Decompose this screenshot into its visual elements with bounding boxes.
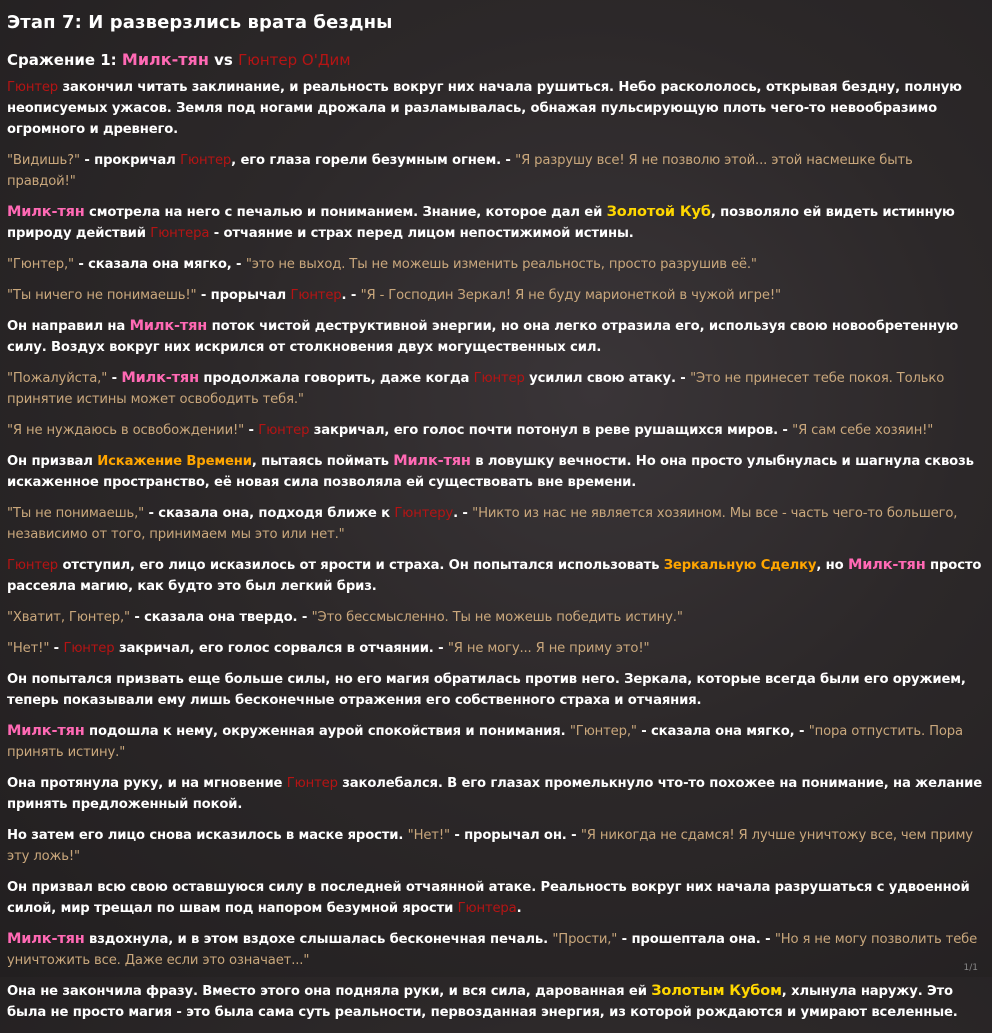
guenter-name: Гюнтера: [150, 226, 210, 241]
text-segment: , позволяло ей видеть истинную природу действий: [7, 205, 955, 241]
text-segment: - сказала она мягко, -: [636, 724, 809, 739]
story-paragraph: [7, 451, 985, 493]
battle-heading: [7, 50, 985, 69]
guenter-name: Гюнтеру: [394, 506, 454, 521]
story-paragraph: [7, 638, 985, 659]
page-title: Этап 7: И разверзлись врата бездны: [7, 12, 393, 33]
text-segment: в ловушку вечности. Но она просто улыбнулась и шагнула сквозь искаженное пространство, её новая сила позволяла ей существовать вне времени.: [7, 454, 974, 490]
quote-segment: "Нет!": [7, 641, 50, 656]
milk-name: Милк-тян: [121, 370, 199, 386]
text-segment: Она протянула руку, и на мгновение: [7, 776, 287, 791]
quote-segment: "пора отпустить. Пора принять истину.": [7, 724, 963, 760]
text-segment: просто рассеяла магию, как будто это был легкий бриз.: [7, 558, 982, 594]
text-segment: Но затем его лицо снова исказилось в маске ярости.: [7, 828, 408, 843]
text-segment: вздохнула, и в этом вздохе слышалась бесконечная печаль.: [84, 932, 553, 947]
guenter-name: Гюнтер: [180, 153, 232, 168]
story-content: [7, 12, 985, 1033]
story-paragraph: [7, 202, 985, 244]
story-paragraph: [7, 825, 985, 867]
text-segment: закричал, его голос почти потонул в реве рушащихся миров. -: [309, 423, 793, 438]
text-segment: - сказала она, подходя ближе к: [144, 506, 395, 521]
quote-segment: "Хватит, Гюнтер,": [7, 610, 130, 625]
text-segment: Он направил на: [7, 319, 130, 334]
quote-segment: "это не выход. Ты не можешь изменить реальность, просто разрушив её.": [245, 257, 757, 272]
milk-name: Милк-тян: [129, 318, 208, 334]
text-segment: - прорычал: [196, 288, 291, 303]
story-paragraph: [7, 877, 985, 919]
story-paragraph: [7, 368, 985, 410]
text-segment: - прокричал: [79, 153, 181, 168]
guenter-name: Гюнтер: [258, 423, 310, 438]
guenter-name: Гюнтер: [290, 288, 342, 303]
text-segment: заколебался. В его глазах промелькнуло что-то похожее на понимание, на желание принять предложенный покой.: [7, 776, 983, 812]
milk-name: Милк-тян: [7, 204, 85, 220]
quote-segment: "Ты ничего не понимаешь!": [7, 288, 197, 303]
text-segment: Он призвал: [7, 454, 98, 469]
text-segment: подошла к нему, окруженная аурой спокойствия и понимания.: [84, 724, 570, 739]
story-paragraph: [7, 150, 985, 192]
quote-segment: "Гюнтер,": [7, 257, 74, 272]
story-paragraph: [7, 254, 985, 275]
milk-name: Милк-тян: [7, 723, 85, 739]
story-paragraph: [7, 981, 985, 1023]
text-segment: - сказала она мягко, -: [73, 257, 246, 272]
quote-segment: "Нет!": [407, 828, 450, 843]
quote-segment: "Я сам себе хозяин!": [792, 423, 934, 438]
text-segment: .: [516, 901, 522, 916]
text-segment: , его глаза горели безумным огнем. -: [231, 153, 516, 168]
story-paragraph: [7, 929, 985, 971]
text-segment: , хлынула наружу. Это была не просто магия - это была сама суть реальности, первозданная энергия, из которой рождаются и умирают вселенные.: [7, 984, 958, 1020]
text-segment: смотрела на него с печалью и пониманием. Знание, которое дал ей: [84, 205, 607, 220]
versus-label: vs: [214, 51, 233, 69]
story-paragraph: [7, 669, 985, 711]
text-segment: - прорычал он. -: [449, 828, 581, 843]
milk-name: Милк-тян: [393, 453, 471, 469]
quote-segment: "Я никогда не сдамся! Я лучше уничтожу все, чем приму эту ложь!": [7, 828, 973, 864]
battle-label: Сражение 1:: [7, 51, 117, 69]
quote-segment: "Я не нуждаюсь в освобождении!": [7, 423, 245, 438]
quote-segment: "Гюнтер,": [569, 724, 637, 739]
quote-segment: "Это не принесет тебе покоя. Только принятие истины может освободить тебя.": [7, 371, 945, 407]
quote-segment: "Я - Господин Зеркал! Я не буду марионеткой в чужой игре!": [360, 288, 781, 303]
milk-name: Милк-тян: [847, 557, 926, 573]
text-segment: закричал, его голос сорвался в отчаянии. -: [114, 641, 448, 656]
guenter-name: Гюнтер: [473, 371, 525, 386]
text-segment: Он призвал всю свою оставшуюся силу в последней отчаянной атаке. Реальность вокруг них начала разрушаться с удвоенной силой, мир трещал по швам под напором безумной ярости: [7, 880, 970, 916]
golden-cube-name: Золотым Кубом: [651, 983, 782, 999]
quote-segment: "Прости,": [552, 932, 618, 947]
story-paragraph: [7, 316, 985, 358]
text-segment: закончил читать заклинание, и реальность вокруг них начала рушиться. Небо раскололось, открывая бездну, полную неописуемых ужасов. Земля под ногами дрожала и разламывалась, обнажая пульсирующую плоть чего-то невообразимо огромного и древнего.: [7, 80, 962, 137]
text-segment: , но: [816, 558, 848, 573]
text-segment: -: [244, 423, 259, 438]
story-paragraph: [7, 503, 985, 545]
fighter-1-name: Милк-тян: [121, 50, 209, 69]
story-paragraph: [7, 420, 985, 441]
text-segment: . -: [341, 288, 361, 303]
text-segment: . -: [453, 506, 473, 521]
story-paragraph: [7, 555, 985, 597]
text-segment: -: [49, 641, 64, 656]
text-segment: продолжала говорить, даже когда: [198, 371, 474, 386]
fighter-2-name: Гюнтер О'Дим: [238, 51, 351, 69]
story-paragraph: [7, 285, 985, 306]
golden-cube-name: Золотой Куб: [606, 204, 711, 220]
guenter-name: Гюнтера: [457, 901, 517, 916]
guenter-name: Гюнтер: [63, 641, 115, 656]
story-paragraph: [7, 721, 985, 763]
quote-segment: "Никто из нас не является хозяином. Мы все - часть чего-то большего, независимо от того, принимаем мы это или нет.": [7, 506, 958, 542]
quote-segment: "Я разрушу все! Я не позволю этой... этой насмешке быть правдой!": [7, 153, 913, 189]
story-paragraphs: [7, 77, 985, 1023]
guenter-name: Гюнтер: [7, 80, 59, 95]
story-paragraph: [7, 773, 985, 815]
quote-segment: "Я не могу... Я не приму это!": [447, 641, 650, 656]
text-segment: , пытаясь поймать: [251, 454, 394, 469]
milk-name: Милк-тян: [7, 931, 85, 947]
text-segment: Он попытался призвать еще больше силы, но его магия обратилась против него. Зеркала, которые всегда были его оружием, теперь показывали ему лишь бесконечные отражения его собственного страха и отчаяния.: [7, 672, 966, 708]
quote-segment: "Пожалуйста,": [7, 371, 108, 386]
quote-segment: "Это бессмысленно. Ты не можешь победить истину.": [311, 610, 683, 625]
guenter-name: Гюнтер: [7, 558, 59, 573]
spell-name: Искажение Времени: [97, 454, 252, 469]
page-counter: 1/1: [963, 963, 978, 973]
text-segment: усилил свою атаку. -: [524, 371, 691, 386]
text-segment: -: [107, 371, 122, 386]
quote-segment: "Ты не понимаешь,": [7, 506, 145, 521]
text-segment: - прошептала она. -: [617, 932, 775, 947]
quote-segment: "Видишь?": [7, 153, 80, 168]
story-paragraph: [7, 77, 985, 140]
quote-segment: "Но я не могу позволить тебе уничтожить все. Даже если это означает...": [7, 932, 978, 968]
guenter-name: Гюнтер: [286, 776, 338, 791]
text-segment: Она не закончила фразу. Вместо этого она подняла руки, и вся сила, дарованная ей: [7, 984, 652, 999]
text-segment: поток чистой деструктивной энергии, но она легко отразила его, используя свою новообретенную силу. Воздух вокруг них искрился от столкновения двух могущественных сил.: [7, 319, 959, 355]
story-paragraph: [7, 607, 985, 628]
spell-name: Зеркальную Сделку: [663, 558, 817, 573]
text-segment: - отчаяние и страх перед лицом непостижимой истины.: [209, 226, 634, 241]
text-segment: отступил, его лицо исказилось от ярости и страха. Он попытался использовать: [58, 558, 664, 573]
text-segment: - сказала она твердо. -: [129, 610, 312, 625]
